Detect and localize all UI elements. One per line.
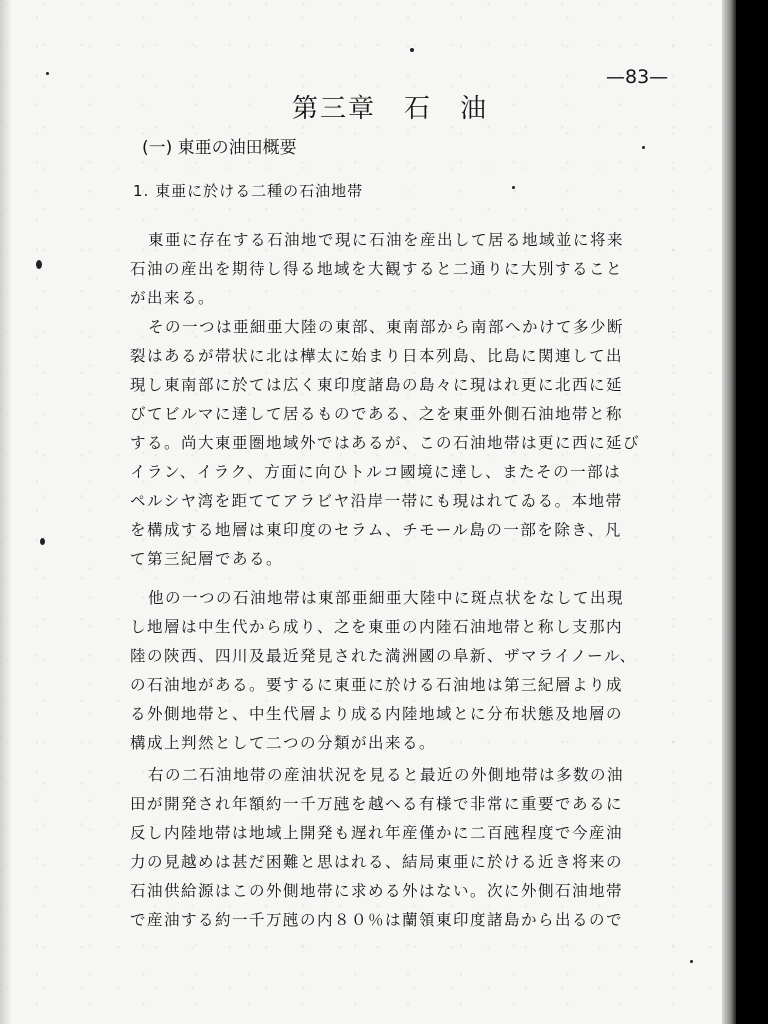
body-line: 反し内陸地帯は地域上開発も遅れ年産僅かに二百瓲程度で今産油 — [130, 824, 624, 842]
body-line: ペルシヤ湾を距ててアラビヤ沿岸一帯にも現はれてゐる。本地帯 — [130, 492, 623, 510]
body-line: イラン、イラク、方面に向ひトルコ國境に達し、またその一部は — [130, 463, 622, 481]
page-edge-shadow — [0, 0, 12, 1024]
scan-speck — [46, 72, 49, 75]
body-line: 石油供給源はこの外側地帯に求める外はない。次に外側石油地帯 — [130, 882, 624, 900]
body-line: を構成する地層は東印度のセラム、チモール島の一部を除き、凡 — [130, 521, 622, 539]
section-heading: (一) 東亜の油田概要 — [142, 138, 297, 158]
body-line: する。尚大東亜圏地域外ではあるが、この石油地帯は更に西に延び — [130, 434, 641, 452]
body-line: 構成上判然として二つの分類が出来る。 — [130, 734, 437, 752]
subsection-heading: 1. 東亜に於ける二種の石油地帯 — [133, 182, 364, 200]
body-line: が出来る。 — [130, 289, 216, 307]
body-line: その一つは亜細亜大陸の東部、東南部から南部へかけて多少断 — [148, 318, 625, 336]
body-line: 右の二石油地帯の産油状況を見ると最近の外側地帯は多数の油 — [148, 766, 625, 784]
page-number: —83— — [606, 66, 669, 88]
body-line: て第三紀層である。 — [130, 550, 284, 568]
scan-speck — [642, 146, 645, 149]
chapter-title: 第三章 石 油 — [292, 94, 489, 124]
body-line: 東亜に存在する石油地で現に石油を産出して居る地域並に将来 — [148, 231, 625, 249]
scan-speck — [410, 48, 414, 52]
scan-speck — [36, 260, 42, 269]
body-line: る外側地帯と、中生代層より成る内陸地域とに分布状態及地層の — [130, 705, 624, 723]
scan-speck — [40, 538, 45, 545]
page-edge-shadow — [722, 0, 736, 1024]
body-line: 現し東南部に於ては広く東印度諸島の島々に現はれ更に北西に延 — [130, 376, 624, 394]
body-line: 他の一つの石油地帯は東部亜細亜大陸中に斑点状をなして出現 — [148, 589, 625, 607]
body-line: 力の見越めは甚だ困難と思はれる、結局東亜に於ける近き将来の — [130, 853, 624, 871]
body-line: 陸の陝西、四川及最近発見された満洲國の阜新、ザマライノール、 — [130, 647, 637, 665]
body-line: 田が開発され年額約一千万瓲を越へる有様で非常に重要であるに — [130, 795, 624, 813]
body-line: で産油する約一千万瓲の内８０％は蘭領東印度諸島から出るので — [130, 911, 624, 929]
body-line: 石油の産出を期待し得る地域を大観すると二通りに大別すること — [130, 260, 624, 278]
scan-speck — [690, 960, 693, 963]
body-line: びてビルマに達して居るものである、之を東亜外側石油地帯と称 — [130, 405, 624, 423]
scan-speck — [512, 186, 515, 189]
body-line: し地層は中生代から成り、之を東亜の内陸石油地帯と称し支那内 — [130, 618, 624, 636]
body-line: 裂はあるが帯状に北は樺太に始まり日本列島、比島に関連して出 — [130, 347, 624, 365]
body-line: の石油地がある。要するに東亜に於ける石油地は第三紀層より成 — [130, 676, 624, 694]
